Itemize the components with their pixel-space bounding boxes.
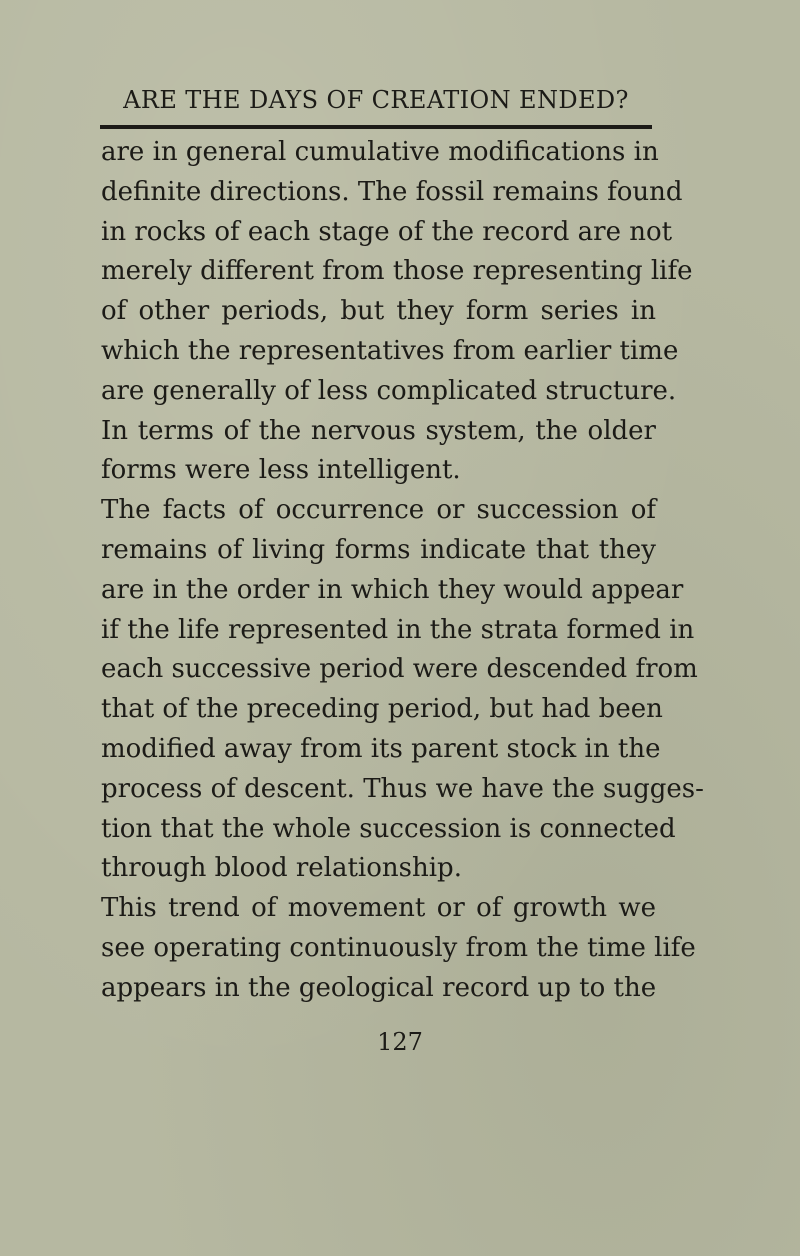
- text-line: modified away from its parent stock in the: [101, 733, 661, 764]
- text-line: forms were less intelligent.: [101, 455, 461, 486]
- text-line: are in the order in which they would appear: [101, 574, 684, 605]
- text-line: through blood relationship.: [101, 853, 462, 884]
- text-line: merely different from those representing life: [101, 256, 693, 287]
- running-head: ARE THE DAYS OF CREATION ENDED?: [123, 86, 629, 114]
- text-line: of other periods, but they form series in: [101, 296, 656, 327]
- text-line: which the representatives from earlier time: [101, 335, 679, 366]
- text-line: in rocks of each stage of the record are not: [101, 216, 673, 247]
- text-line: if the life represented in the strata formed in: [101, 614, 695, 645]
- text-line: that of the preceding period, but had been: [101, 694, 663, 725]
- text-line: In terms of the nervous system, the older: [101, 415, 656, 446]
- text-line: see operating continuously from the time life: [101, 932, 696, 963]
- text-line: appears in the geological record up to the: [101, 972, 657, 1003]
- text-line: each successive period were descended from: [101, 654, 698, 685]
- text-line: remains of living forms indicate that they: [101, 534, 656, 565]
- text-line: definite directions. The fossil remains found: [101, 176, 683, 207]
- header-rule: [100, 125, 652, 129]
- body-text: [101, 133, 704, 1009]
- page-number: 127: [377, 1028, 423, 1056]
- text-line: tion that the whole succession is connected: [101, 813, 676, 844]
- text-line: The facts of occurrence or succession of: [101, 495, 656, 526]
- text-line: are generally of less complicated structure.: [101, 375, 677, 406]
- text-line: process of descent. Thus we have the sugges-: [101, 773, 704, 804]
- text-line: are in general cumulative modifications in: [101, 137, 659, 167]
- text-line: This trend of movement or of growth we: [101, 893, 656, 924]
